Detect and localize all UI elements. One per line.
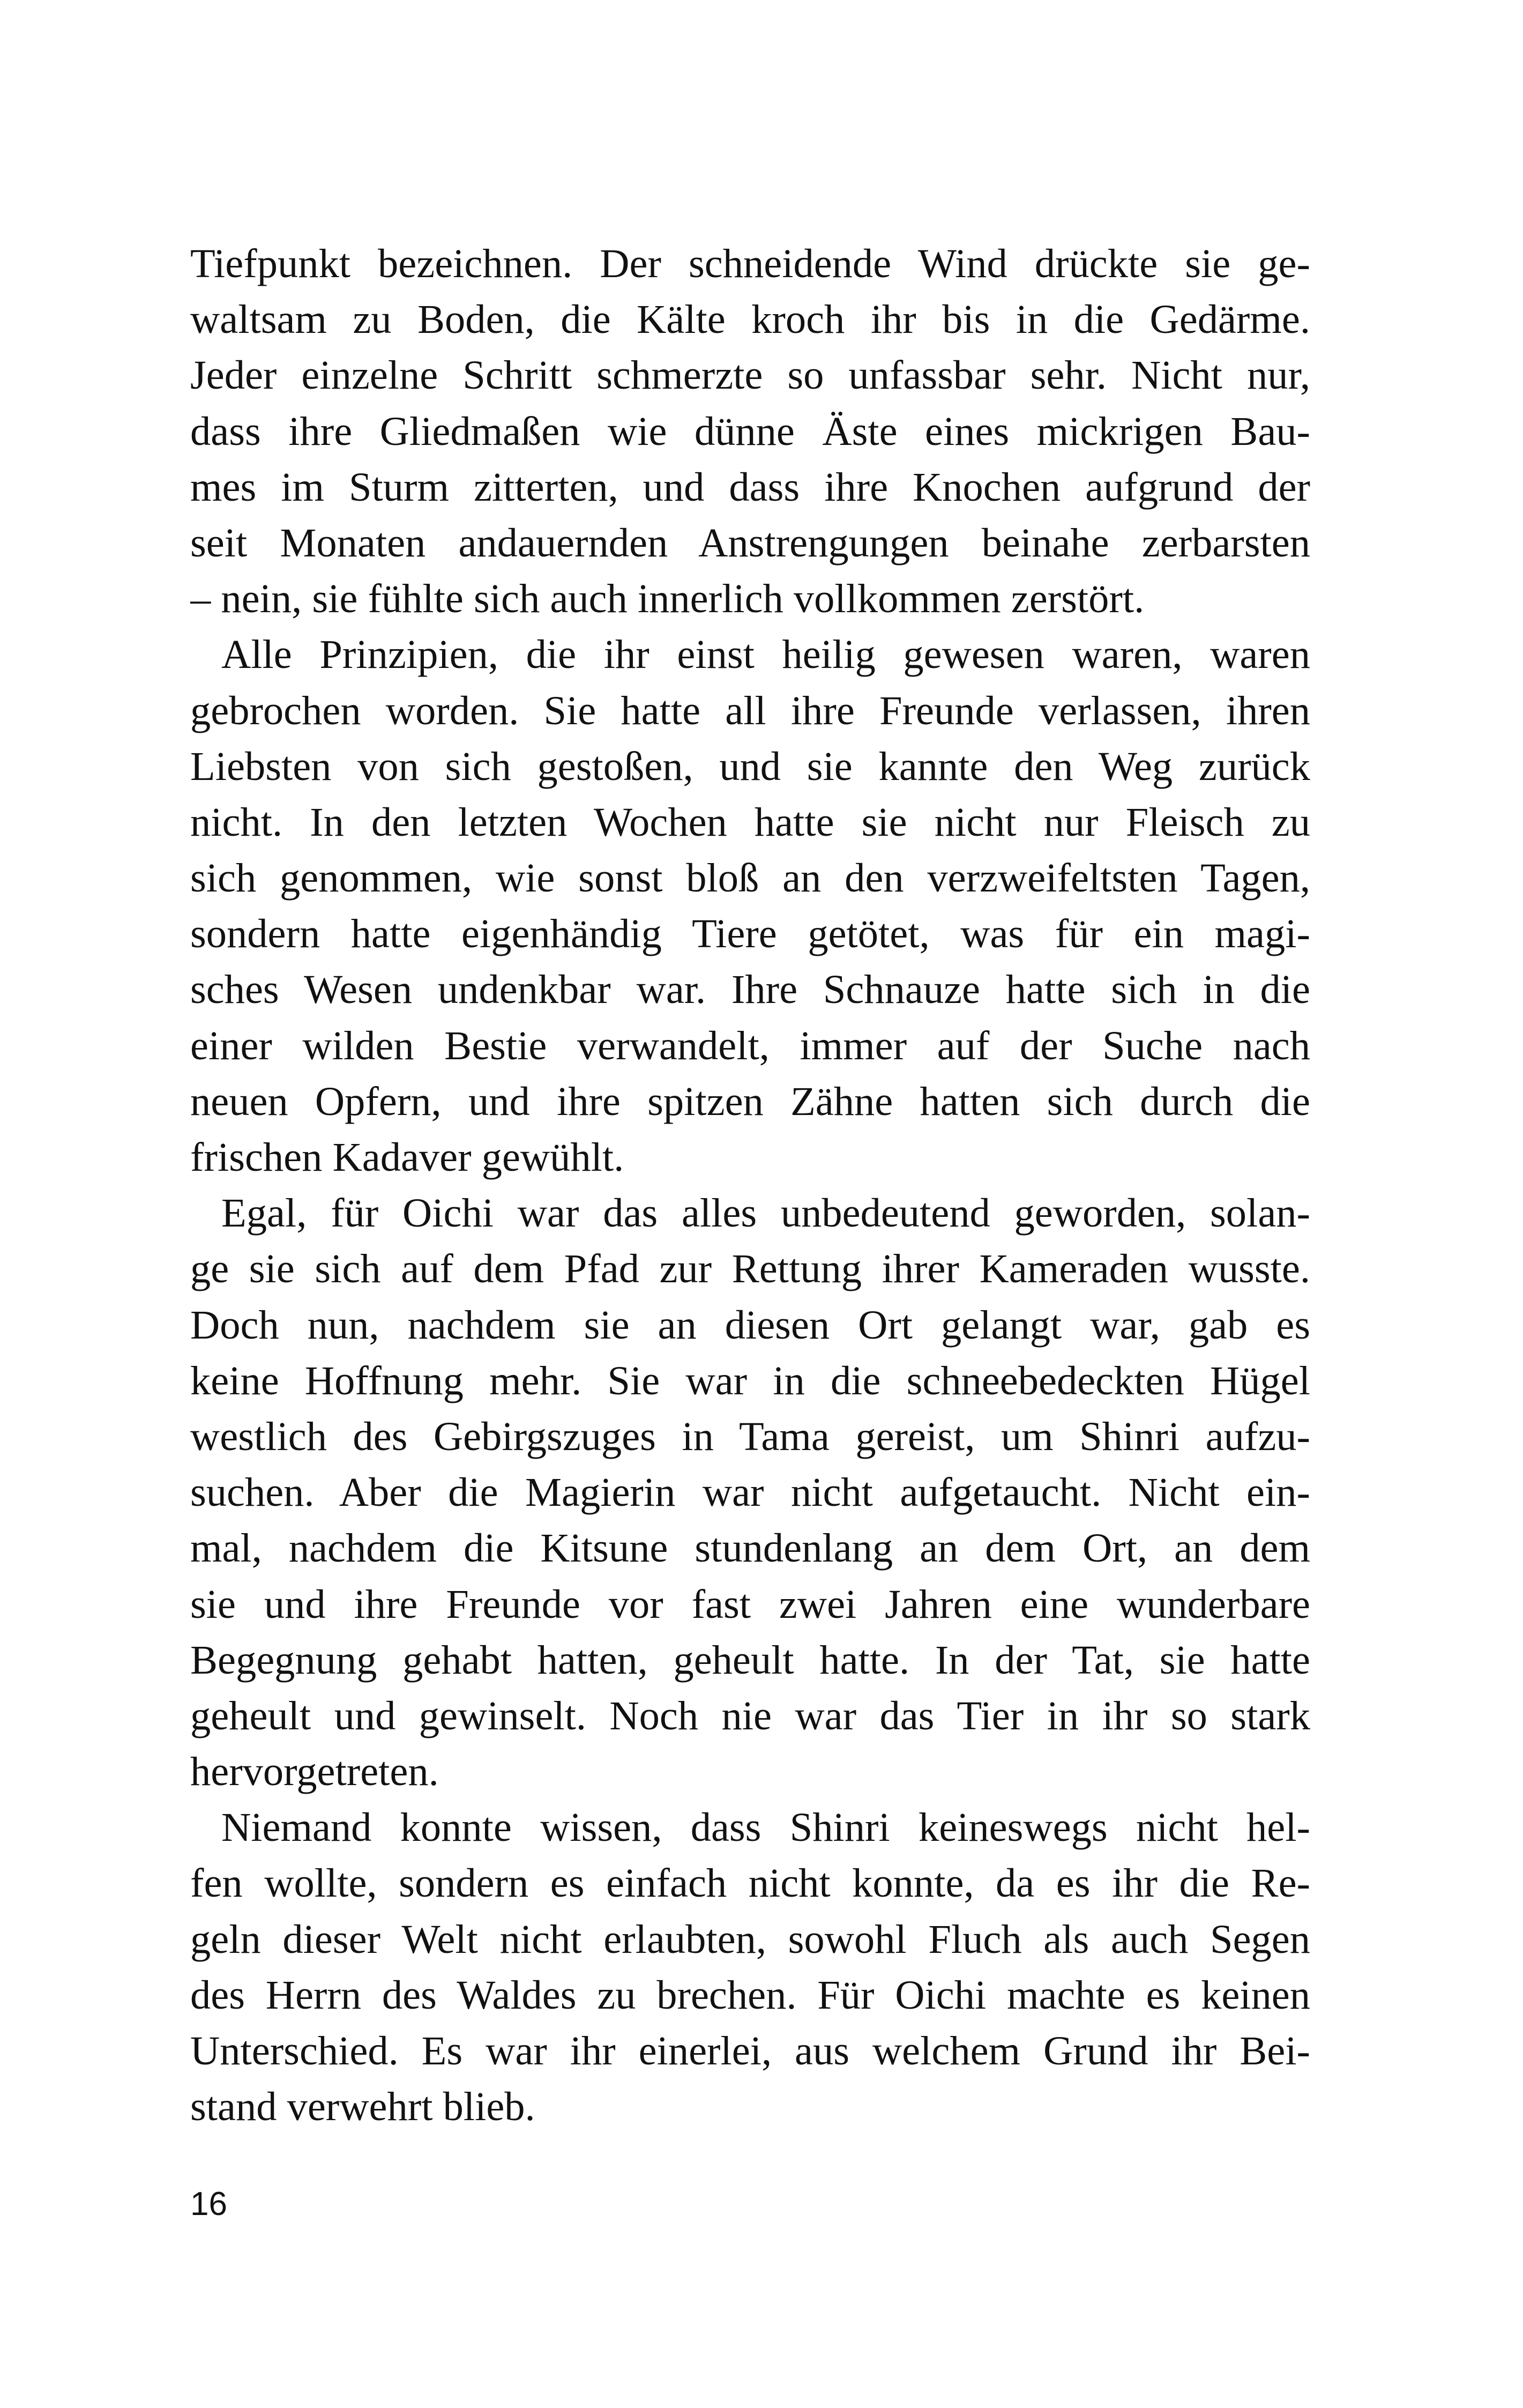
text-line: frischen Kadaver gewühlt.: [190, 1134, 624, 1180]
text-line: mes im Sturm zitterten, und dass ihre Knochen aufgrund der: [190, 464, 1310, 510]
text-line: geln dieser Welt nicht erlaubten, sowohl Fluch als auch Segen: [190, 1916, 1310, 1962]
text-line: gebrochen worden. Sie hatte all ihre Freunde verlassen, ihren: [190, 687, 1310, 733]
text-line: Jeder einzelne Schritt schmerzte so unfassbar sehr. Nicht nur,: [190, 352, 1310, 398]
page-number: 16: [190, 2186, 227, 2223]
text-line: fen wollte, sondern es einfach nicht konnte, da es ihr die Re-: [190, 1860, 1310, 1906]
text-line: Unterschied. Es war ihr einerlei, aus welchem Grund ihr Bei-: [190, 2028, 1310, 2073]
text-line: Alle Prinzipien, die ihr einst heilig gewesen waren, waren: [221, 631, 1310, 678]
text-line: Begegnung gehabt hatten, geheult hatte. In der Tat, sie hatte: [190, 1637, 1310, 1683]
text-line: geheult und gewinselt. Noch nie war das Tier in ihr so stark: [190, 1692, 1310, 1738]
text-line: Niemand konnte wissen, dass Shinri keineswegs nicht hel-: [221, 1804, 1310, 1850]
body-text: [190, 236, 1310, 2135]
text-line: neuen Opfern, und ihre spitzen Zähne hatten sich durch die: [190, 1078, 1310, 1124]
text-line: hervorgetreten.: [190, 1749, 439, 1795]
text-line: dass ihre Gliedmaßen wie dünne Äste eines mickrigen Bau-: [190, 408, 1310, 454]
text-line: waltsam zu Boden, die Kälte kroch ihr bis in die Gedärme.: [190, 296, 1310, 343]
text-line: einer wilden Bestie verwandelt, immer auf der Suche nach: [190, 1022, 1310, 1068]
text-line: stand verwehrt blieb.: [190, 2084, 535, 2130]
text-line: Liebsten von sich gestoßen, und sie kannte den Weg zurück: [190, 743, 1310, 789]
text-line: Doch nun, nachdem sie an diesen Ort gelangt war, gab es: [190, 1302, 1310, 1348]
text-line: sondern hatte eigenhändig Tiere getötet, was für ein magi-: [190, 911, 1310, 957]
text-line: Tiefpunkt bezeichnen. Der schneidende Wind drückte sie ge-: [190, 241, 1310, 286]
text-line: westlich des Gebirgszuges in Tama gereist, um Shinri aufzu-: [190, 1413, 1310, 1459]
text-line: nicht. In den letzten Wochen hatte sie nicht nur Fleisch zu: [190, 799, 1310, 845]
text-line: seit Monaten andauernden Anstrengungen beinahe zerbarsten: [190, 519, 1310, 566]
text-line: suchen. Aber die Magierin war nicht aufgetaucht. Nicht ein-: [190, 1469, 1310, 1515]
text-line: des Herrn des Waldes zu brechen. Für Oichi machte es keinen: [190, 1972, 1310, 2018]
text-line: mal, nachdem die Kitsune stundenlang an dem Ort, an dem: [190, 1525, 1310, 1571]
text-line: ge sie sich auf dem Pfad zur Rettung ihrer Kameraden wusste.: [190, 1246, 1310, 1292]
text-line: sie und ihre Freunde vor fast zwei Jahren eine wunderbare: [190, 1581, 1310, 1627]
text-line: sches Wesen undenkbar war. Ihre Schnauze hatte sich in die: [190, 967, 1310, 1013]
text-line: Egal, für Oichi war das alles unbedeutend geworden, solan-: [221, 1190, 1310, 1236]
text-line: sich genommen, wie sonst bloß an den verzweifeltsten Tagen,: [190, 855, 1310, 901]
text-line: keine Hoffnung mehr. Sie war in die schneebedeckten Hügel: [190, 1357, 1310, 1403]
text-line: – nein, sie fühlte sich auch innerlich vollkommen zerstört.: [190, 576, 1145, 622]
